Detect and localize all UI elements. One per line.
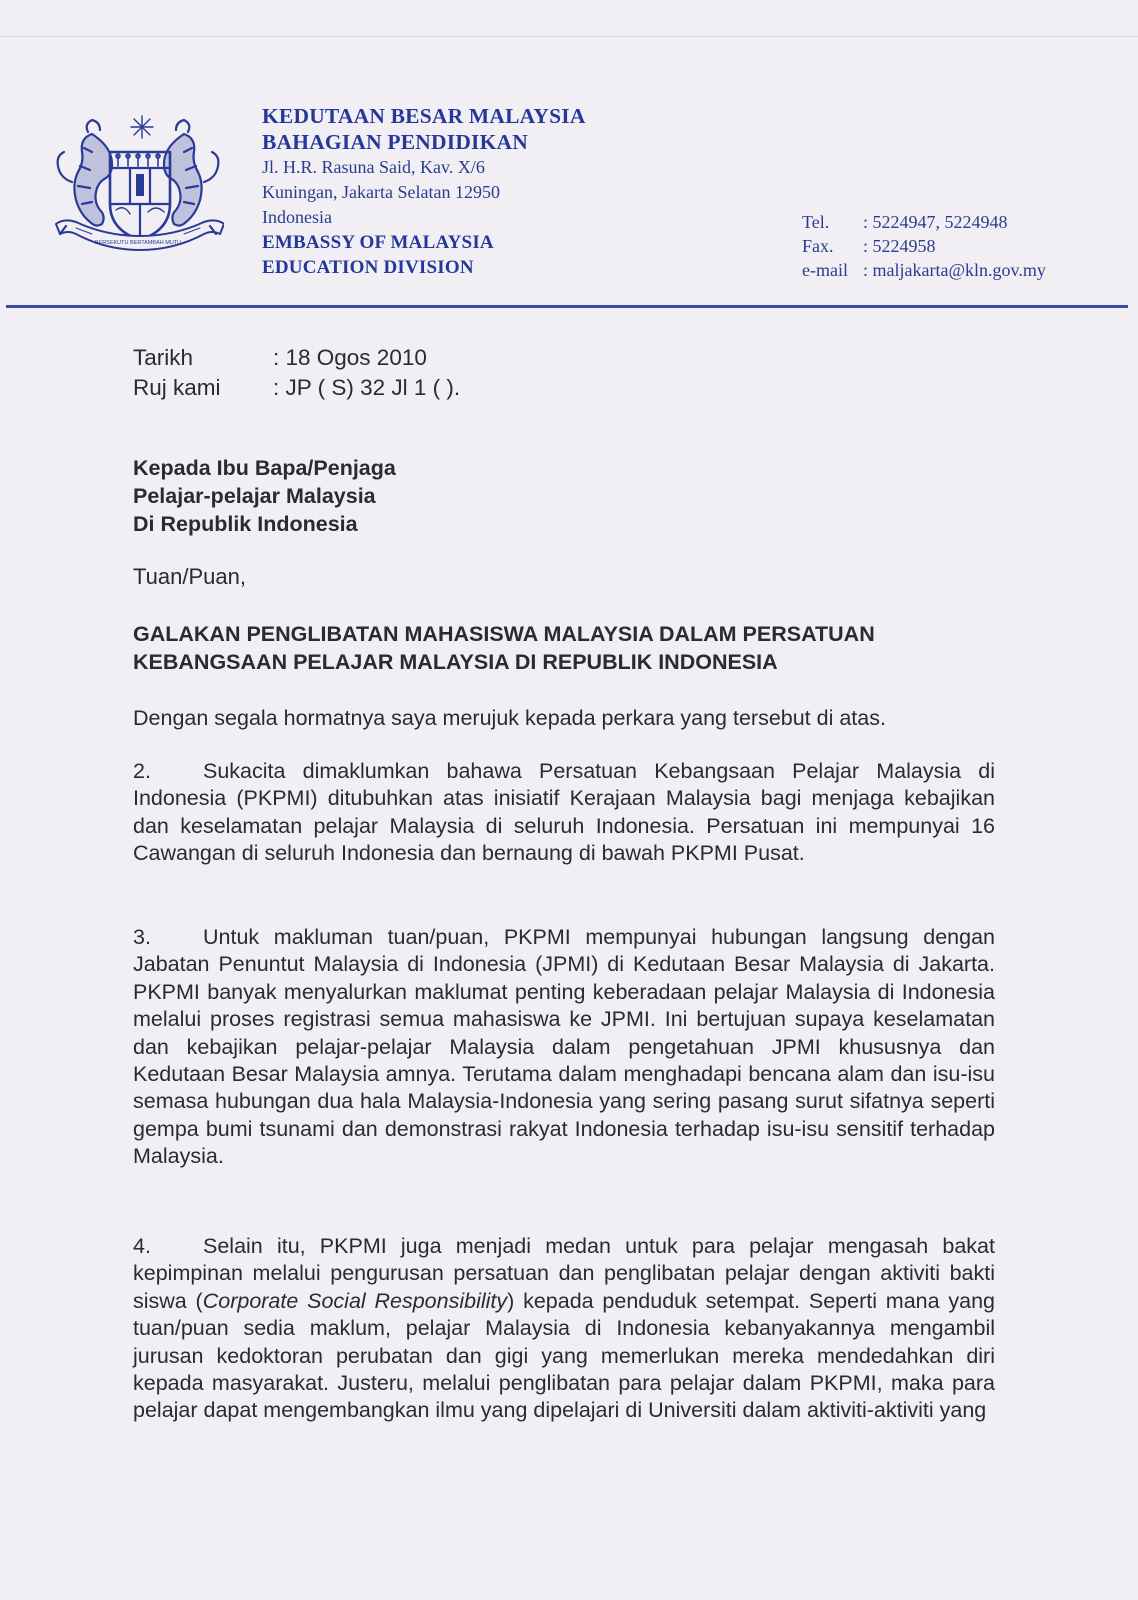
malaysia-coat-of-arms-icon [52,108,224,258]
paragraph-number: 3. [133,925,151,949]
letterhead-divider [6,305,1128,308]
paragraph-text-continued: ) kepada penduduk setempat. Seperti mana yang tuan/puan sedia maklum, pelajar Malaysia di Indonesia kebanyakannya mengambil jurusan kedoktoran perubatan dan gigi yang memerlukan mereka mendedahkan diri kepada masyarakat. Justeru, melalui penglibatan para pelajar dalam PKPMI, maka para pelajar dapat mengembangkan ilmu yang dipelajari di Universiti dalam aktiviti-aktiviti yang [133,1288,995,1423]
fax-value: : 5224958 [863,236,936,256]
telephone-row [802,210,1046,234]
date-row [133,343,460,373]
fax-label: Fax. [802,236,834,256]
paragraph-4 [133,1233,995,1425]
org-name-malay: KEDUTAAN BESAR MALAYSIA [262,104,586,128]
date-value: : 18 Ogos 2010 [273,345,427,370]
reference-value: : JP ( S) 32 Jl 1 ( ). [273,375,461,400]
address-line-2: Kuningan, Jakarta Selatan 12950 [262,182,500,202]
paragraph-2 [133,758,995,868]
addressee-line-3: Di Republik Indonesia [133,512,358,536]
subject-heading [133,620,995,676]
paragraph-text: Sukacita dimaklumkan bahawa Persatuan Kebangsaan Pelajar Malaysia di Indonesia (PKPMI) ditubuhkan atas inisiatif Kerajaan Malaysia bagi menjaga kebajikan dan keselamatan pelajar Malaysia di seluruh Indonesia. Persatuan ini mempunyai 16 Cawangan di seluruh Indonesia dan bernaung di bawah PKPMI Pusat. [133,759,995,866]
paragraph-number: 2. [133,759,151,783]
letter-meta [133,343,460,403]
email-label: e-mail [802,260,848,280]
addressee-line-1: Kepada Ibu Bapa/Penjaga [133,456,396,480]
letterhead-organization [262,103,586,280]
reference-label: Ruj kami [133,375,221,400]
org-name-english: EMBASSY OF MALAYSIA [262,232,494,253]
fax-row [802,234,1046,258]
paragraph-3 [133,924,995,1171]
paragraph-italic-term: Corporate Social Responsibility [202,1288,508,1313]
subject-line-1: GALAKAN PENGLIBATAN MAHASISWA MALAYSIA DALAM PERSATUAN [133,622,875,646]
contact-block [802,210,1046,282]
scan-edge-line [0,36,1138,37]
date-label: Tarikh [133,345,194,370]
telephone-value: : 5224947, 5224948 [863,212,1008,232]
salutation: Tuan/Puan, [133,564,246,589]
paragraph-text: Selain itu, PKPMI juga menjadi medan untuk para pelajar mengasah bakat kepimpinan melalui pengurusan persatuan dan penglibatan pelajar dengan aktiviti bakti siswa ( [133,1234,995,1313]
addressee-block [133,454,396,538]
subject-line-2: KEBANGSAAN PELAJAR MALAYSIA DI REPUBLIK INDONESIA [133,650,778,674]
crest-motto: BERSEKUTU BERTAMBAH MUTU [94,240,182,246]
division-name-english: EDUCATION DIVISION [262,257,474,278]
addressee-line-2: Pelajar-pelajar Malaysia [133,484,376,508]
address-line-3: Indonesia [262,207,332,227]
telephone-label: Tel. [802,212,830,232]
intro-paragraph: Dengan segala hormatnya saya merujuk kepada perkara yang tersebut di atas. [133,706,886,730]
email-value: : maljakarta@kln.gov.my [863,260,1046,280]
address-line-1: Jl. H.R. Rasuna Said, Kav. X/6 [262,157,485,177]
paragraph-text: Untuk makluman tuan/puan, PKPMI mempunyai hubungan langsung dengan Jabatan Penuntut Malaysia di Indonesia (JPMI) di Kedutaan Besar Malaysia di Jakarta. PKPMI banyak menyalurkan maklumat penting keberadaan pelajar Malaysia di Indonesia melalui proses registrasi semua mahasiswa ke JPMI. Ini bertujuan supaya keselamatan dan kebajikan pelajar-pelajar Malaysia dalam pengetahuan JPMI khususnya dan Kedutaan Besar Malaysia amnya. Terutama dalam menghadapi bencana alam dan isu-isu semasa hubungan dua hala Malaysia-Indonesia yang sering pasang surut sifatnya seperti gempa bumi tsunami dan demonstrasi rakyat Indonesia terhadap isu-isu sensitif terhadap Malaysia. [133,925,995,1169]
division-name-malay: BAHAGIAN PENDIDIKAN [262,130,528,154]
reference-row [133,373,460,403]
email-row [802,258,1046,282]
paragraph-number: 4. [133,1234,151,1258]
